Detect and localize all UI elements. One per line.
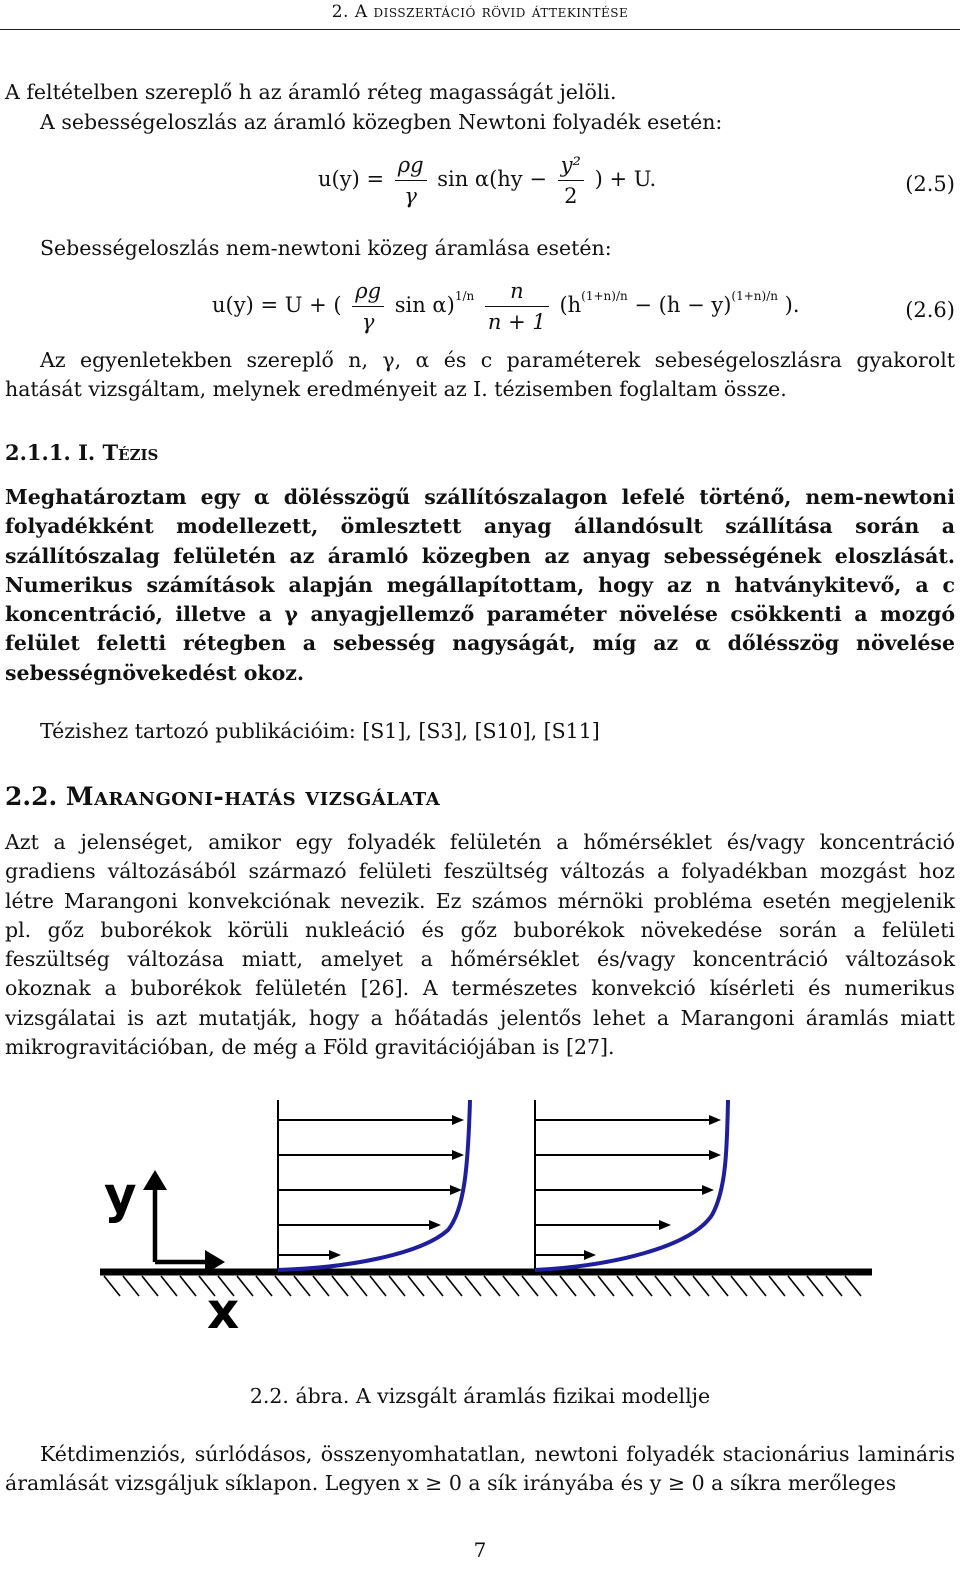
thesis-title: Tézis [102, 440, 159, 465]
hatch-line [712, 1276, 728, 1296]
hatch-line [104, 1276, 120, 1296]
thesis-body: Meghatároztam egy α dölésszögű szállítószalagon lefelé történő, nem-newtoni folyadékként modellezett, ömlesztett anyag állandósult szállítása során a szállítószalag felületén az áramló közegben az anyag sebességének eloszlását. Numerikus számítások alapján megállapítottam, hogy az n hatványkitevő, a c koncentráció, illetve a γ anyagjellemző paraméter növelése csökkenti a mozgó felület feletti rétegben a sebesség nagyságát, míg az α dőlésszög növelése sebességnövekedést okoz. [5, 485, 955, 685]
hatch-line [731, 1276, 747, 1296]
eq26-frac2-den: n + 1 [487, 310, 546, 334]
intro-line-2: A sebességeloszlás az áramló közegben Newtoni folyadék esetén: [40, 110, 723, 134]
hatch-line [693, 1276, 709, 1296]
eq25-frac1 [395, 150, 427, 211]
hatch-line [484, 1276, 500, 1296]
eq25-lhs: u(y) = [318, 167, 385, 191]
params-paragraph: Az egyenletekben szereplő n, γ, α és c paraméterek sebeségeloszlásra gyakorolt hatását vizsgáltam, melynek eredményeit az I. tézisemben foglaltam össze. [5, 348, 955, 402]
section-title: Marangoni-hatás vizsgálata [65, 782, 441, 811]
eq25-frac1-den: γ [404, 184, 417, 208]
hatch-line [541, 1276, 557, 1296]
hatch-line [313, 1276, 329, 1296]
figure-y-label: y [104, 1166, 137, 1224]
hatch-line [237, 1276, 253, 1296]
velocity-profile-2 [535, 1100, 728, 1272]
hatch-line [294, 1276, 310, 1296]
section-number: 2.2. [5, 782, 58, 811]
eq26-minus: − (h − y) [634, 293, 732, 317]
eq26-paren: (h [559, 293, 582, 317]
running-header [0, 2, 960, 22]
thesis-publications: Tézishez tartozó publikációim: [S1], [S3], [S10], [S11] [40, 719, 600, 743]
eq26-frac2 [485, 276, 549, 337]
hatch-line [788, 1276, 804, 1296]
hatch-line [180, 1276, 196, 1296]
eq26-exp1: 1/n [454, 289, 475, 303]
equation-2-5 [318, 150, 656, 211]
figure-caption: 2.2. ábra. A vizsgált áramlás fizikai modellje [249, 1384, 711, 1408]
header-rule [0, 29, 960, 30]
final-paragraph: Kétdimenziós, súrlódásos, összenyomhatatlan, newtoni folyadék stacionárius lamináris áramlását vizsgáljuk síklapon. Legyen x ≥ 0 a sík irányába és y ≥ 0 a síkra merőleges [5, 1442, 955, 1496]
hatch-line [769, 1276, 785, 1296]
eq26-end: ). [784, 293, 800, 317]
profile-2-curve [535, 1100, 728, 1270]
eq26-frac2-num: n [485, 276, 549, 307]
profile-2-arrows [535, 1115, 721, 1260]
hatch-line [389, 1276, 405, 1296]
eq25-frac2-den: 2 [564, 184, 578, 208]
hatch-line [750, 1276, 766, 1296]
y-axis-arrowhead [143, 1170, 167, 1190]
hatch-line [465, 1276, 481, 1296]
eq26-sin: sin α) [394, 293, 455, 317]
eq26-frac1-num: ρg [352, 276, 384, 307]
eq26-frac1-den: γ [361, 310, 375, 334]
hatch-line [617, 1276, 633, 1296]
profile-1-curve [278, 1100, 470, 1270]
hatch-line [560, 1276, 576, 1296]
equation-2-6 [212, 276, 800, 337]
figure-x-label: x [207, 1282, 240, 1340]
hatch-line [522, 1276, 538, 1296]
eq25-frac1-num: ρg [395, 150, 427, 181]
flow-model-figure [90, 1090, 880, 1340]
eq26-lhs: u(y) = U + ( [212, 293, 342, 317]
marangoni-paragraph: Azt a jelenséget, amikor egy folyadék felületén a hőmérséklet és/vagy koncentráció gradiens változásából származó felületi feszültség változás a folyadékban mozgást hoz létre Marangoni konvekciónak nevezik. Ez számos mérnöki probléma esetén megjelenik pl. gőz buborékok körüli nukleáció és gőz buborékok növekedése során a felületi feszültség változása miatt, amelyet a hőmérséklet és/vagy koncentráció változások okoznak a buborékok felületén [26]. A természetes konvekció kísérleti és numerikus vizsgálatai is azt mutatják, hogy a hőátadás jelentős lehet a Marangoni áramlás miatt mikrogravitációban, de még a Föld gravitációjában is [27]. [5, 830, 955, 1060]
header-number: 2. [331, 2, 349, 22]
eq26-exp3: (1+n)/n [731, 289, 778, 303]
hatch-line [427, 1276, 443, 1296]
hatch-line [636, 1276, 652, 1296]
hatch-line [655, 1276, 671, 1296]
intro-line-1: A feltételben szereplő h az áramló réteg magasságát jelöli. [5, 80, 617, 104]
hatch-line [826, 1276, 842, 1296]
hatch-line [807, 1276, 823, 1296]
velocity-profile-1 [278, 1100, 470, 1272]
eq26-number: (2.6) [905, 298, 955, 322]
hatch-line [370, 1276, 386, 1296]
eq26-frac1 [352, 276, 384, 337]
hatch-line [503, 1276, 519, 1296]
hatch-line [123, 1276, 139, 1296]
eq25-mid: sin α(hy − [437, 167, 547, 191]
hatch-line [598, 1276, 614, 1296]
hatch-line [142, 1276, 158, 1296]
eq25-frac2-num: y² [558, 150, 584, 181]
hatch-line [845, 1276, 861, 1296]
eq25-frac2 [558, 150, 584, 211]
page-number: 7 [473, 1538, 487, 1562]
eq25-number: (2.5) [905, 172, 955, 196]
thesis-heading [5, 440, 158, 465]
header-title: A disszertáció rövid áttekintése [354, 2, 629, 22]
hatch-line [674, 1276, 690, 1296]
eq26-exp2: (1+n)/n [581, 289, 628, 303]
hatch-line [351, 1276, 367, 1296]
section-heading [5, 782, 440, 811]
eq25-rhs: ) + U. [594, 167, 657, 191]
nonnewton-line: Sebességeloszlás nem-newtoni közeg áramlása esetén: [40, 236, 612, 260]
hatch-line [579, 1276, 595, 1296]
hatch-line [161, 1276, 177, 1296]
hatch-line [332, 1276, 348, 1296]
hatch-line [446, 1276, 462, 1296]
hatch-line [408, 1276, 424, 1296]
hatch-line [275, 1276, 291, 1296]
hatch-line [256, 1276, 272, 1296]
thesis-number: 2.1.1. I. [5, 440, 96, 465]
